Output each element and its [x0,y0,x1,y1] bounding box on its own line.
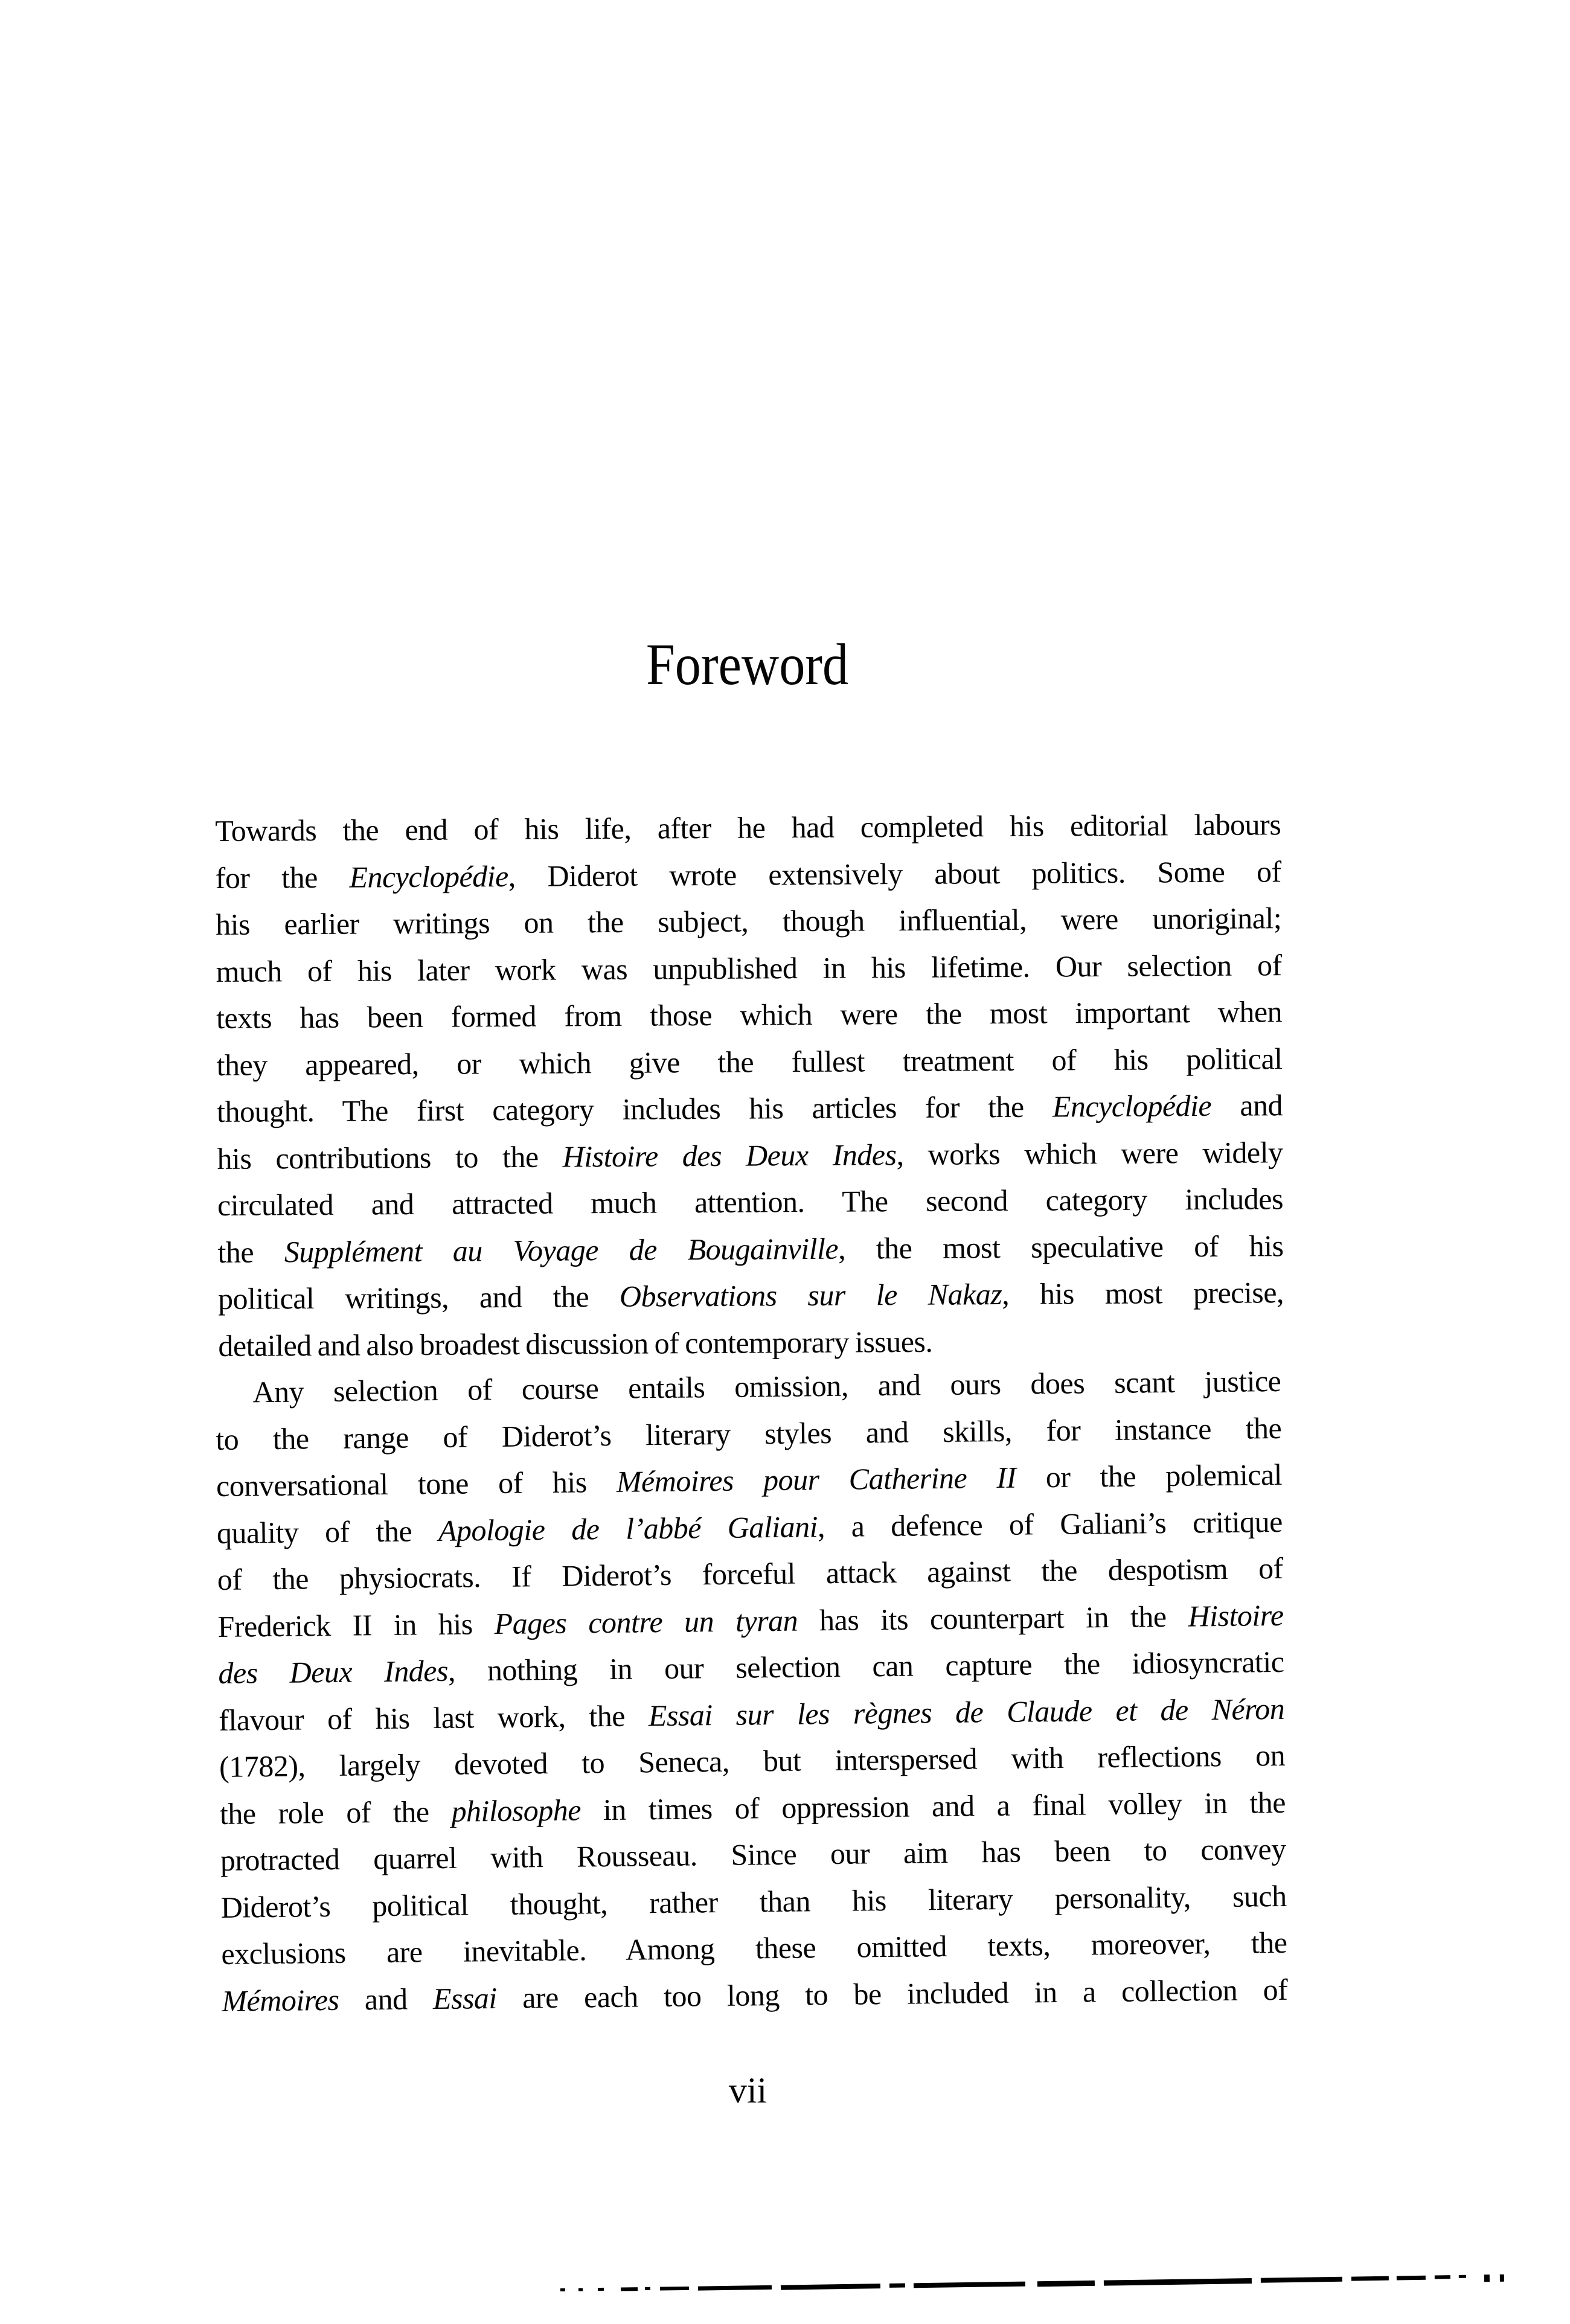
text-segment: much of his later work was unpublished in his lifetime. Our selection of [216,947,1282,988]
scan-line-dash [578,2288,583,2291]
text-line [216,988,1282,1042]
paragraph [215,801,1284,1369]
text-segment: Any selection of course entails omission, and ours does scant justice [252,1363,1281,1409]
italic-text-segment: Essai [432,1980,498,2015]
text-segment: his contributions to the [217,1139,563,1176]
paragraph [215,1358,1288,2025]
scan-line-dash [645,2287,650,2290]
scan-line-dash [698,2285,772,2291]
text-segment: are each too long to be included in a collection of [496,1972,1288,2015]
text-segment: texts has been formed from those which were the most important when [216,994,1283,1035]
text-segment: Frederick II in his [217,1606,495,1644]
scan-line-dash [1459,2275,1466,2278]
italic-text-segment: Observations sur le Nakaz [619,1277,1002,1313]
text-segment: for the [215,860,350,895]
text-line [216,1036,1282,1089]
italic-text-segment: Mémoires [222,1982,339,2018]
italic-text-segment: Pages contre un tyran [494,1603,798,1641]
text-segment: , his most precise, [1002,1275,1284,1311]
text-segment: (1782), largely devoted to Seneca, but interspersed with reflections on [219,1738,1286,1784]
text-segment: , Diderot wrote extensively about politics. Some of [508,854,1281,893]
text-segment: his earlier writings on the subject, though influential, were unoriginal; [216,901,1282,941]
text-segment: , the most speculative of his [838,1228,1284,1266]
scan-line-dash [781,2284,880,2290]
text-segment: , a defence of Galiani’s critique [817,1504,1283,1543]
scan-line-dash [1500,2274,1504,2282]
scan-line-dash [889,2284,905,2288]
scan-line-dash [1037,2281,1095,2287]
text-segment: , nothing in our selection can capture the idiosyncratic [447,1644,1284,1688]
text-line [217,1129,1283,1182]
italic-text-segment: Histoire des Deux Indes [562,1137,897,1173]
scan-line-dash [598,2288,604,2291]
scan-line-dash [1104,2278,1252,2286]
text-segment: in times of oppression and a final volley in the [580,1785,1286,1826]
page-title: Foreword [646,632,849,697]
text-segment: detailed and also broadest discussion of contemporary issues. [218,1324,933,1363]
scan-line-dash [1435,2275,1450,2279]
text-line [215,801,1281,854]
text-segment: they appeared, or which give the fullest treatment of his political [216,1041,1283,1082]
italic-text-segment: des Deux Indes [218,1653,449,1690]
text-segment: the role of the [219,1794,452,1831]
italic-text-segment: Encyclopédie [349,859,508,894]
italic-text-segment: Histoire [1188,1598,1284,1633]
text-line [215,848,1281,901]
scan-line-dash [1484,2274,1490,2282]
text-segment: circulated and attracted much attention. The second category includes [217,1182,1284,1222]
scan-line-dash [1397,2276,1426,2281]
text-segment: has its counterpart in the [797,1599,1188,1637]
scan-line-dash [621,2287,638,2291]
text-segment: and [339,1981,434,2017]
page-number: vii [728,2070,767,2110]
text-segment: the [217,1234,284,1269]
scan-artifact-line [560,2272,1511,2294]
text-segment: flavour of his last work, the [218,1698,649,1737]
italic-text-segment: Encyclopédie [1052,1088,1212,1124]
scan-line-dash [914,2282,1025,2288]
text-segment: Towards the end of his life, after he had completed his editorial labours [215,807,1281,848]
text-line [216,942,1281,995]
text-line [217,1082,1283,1135]
italic-text-segment: philosophe [451,1792,582,1828]
text-segment: exclusions are inevitable. Among these omitted texts, moreover, the [221,1925,1287,1971]
text-segment: , works which were widely [896,1135,1283,1171]
italic-text-segment: Essai sur les règnes de Claude et de Néron [648,1691,1285,1732]
italic-text-segment: Apologie de l’abbé Galiani [438,1509,818,1548]
text-segment: quality of the [216,1513,439,1550]
text-segment: political writings, and the [217,1279,620,1316]
scan-line-dash [660,2287,689,2291]
text-segment: or the polemical [1016,1457,1283,1494]
text-line [217,1176,1283,1229]
italic-text-segment: Mémoires pour Catherine II [616,1460,1016,1499]
scan-line-dash [1261,2277,1342,2283]
text-line [217,1223,1283,1276]
text-line [216,895,1281,948]
text-segment: Diderot’s political thought, rather than his literary personality, such [220,1878,1287,1924]
text-segment: and [1211,1088,1283,1122]
text-segment: conversational tone of his [216,1464,617,1503]
text-segment: protracted quarrel with Rousseau. Since our aim has been to convey [220,1831,1286,1877]
text-segment: of the physiocrats. If Diderot’s forceful attack against the despotism of [217,1551,1283,1596]
scan-line-dash [560,2288,565,2291]
text-segment: to the range of Diderot’s literary styles and skills, for instance the [215,1410,1282,1456]
text-segment: thought. The first category includes his articles for the [216,1089,1053,1128]
italic-text-segment: Supplément au Voyage de Bougainville [284,1231,839,1269]
text-line [218,1269,1284,1322]
scan-line-dash [1351,2276,1389,2281]
